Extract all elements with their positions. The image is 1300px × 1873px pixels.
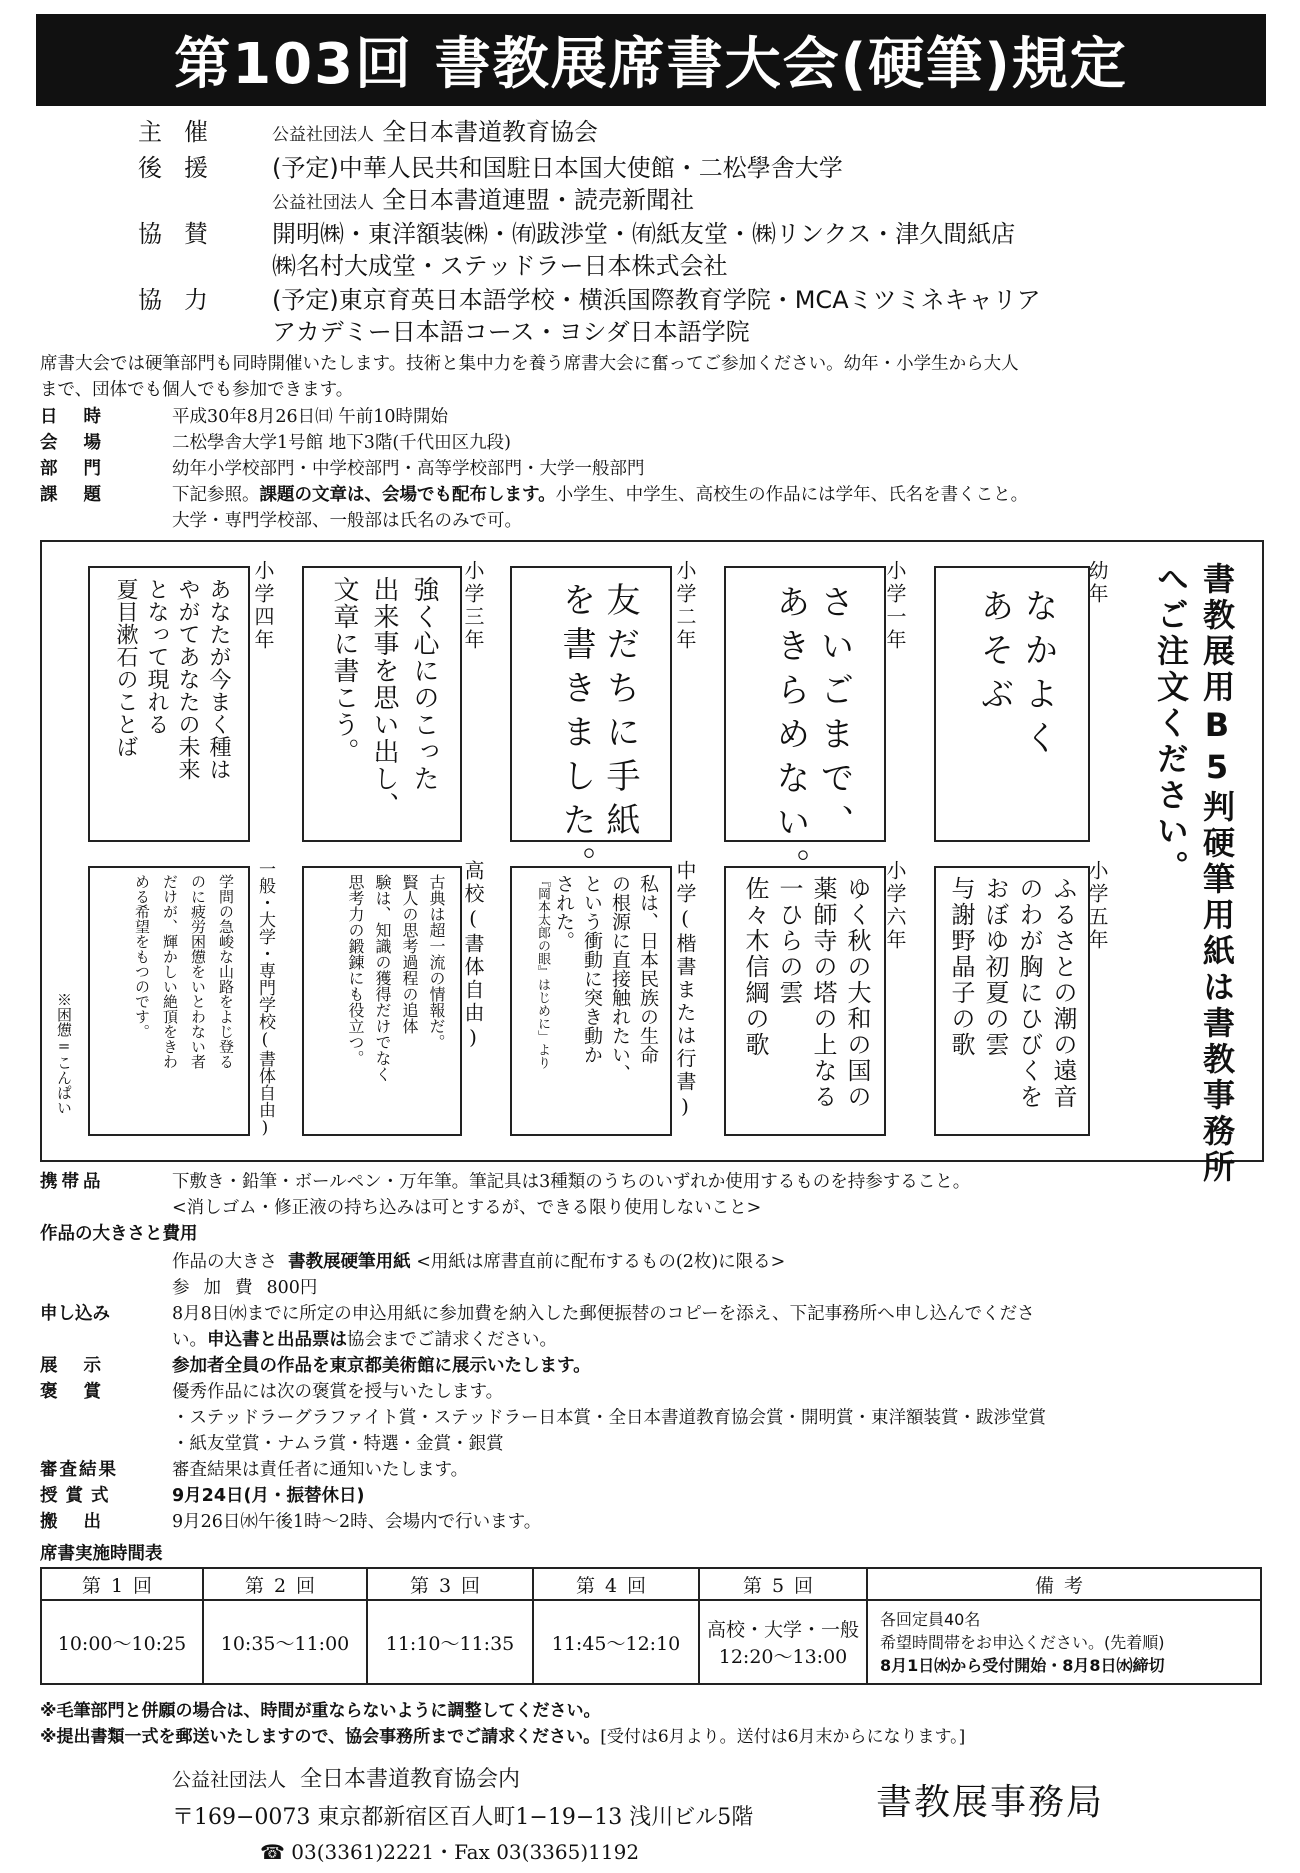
apply-text-2c: 協会までご請求ください。 <box>347 1330 557 1350</box>
footer-address: 〒169−0073 東京都新宿区百人町1−19−13 浅川ビル5階 <box>172 1805 754 1830</box>
grade-label-g4: 小学四年 <box>251 560 275 652</box>
award-list-1: ・ステッドラーグラファイト賞・ステッドラー日本賞・全日本書道教育協会賞・開明賞・東洋額装賞・跋渉堂賞 <box>172 1408 1046 1428</box>
footer-prefix: 公益社団法人 <box>172 1769 287 1791</box>
sample-frame-g4 <box>88 566 250 842</box>
task-label: 課題 <box>40 485 127 505</box>
sample-text-youth: なかよく あそぶ <box>974 588 1058 764</box>
exhibit-label: 展示 <box>40 1356 127 1376</box>
award-text: 優秀作品には次の褒賞を授与いたします。 <box>172 1382 504 1402</box>
date-label: 日時 <box>40 407 127 427</box>
venue-label: 会場 <box>40 433 127 453</box>
cooperation-text: (予定)東京育英日本語学校・横浜国際教育学院・MCAミツミネキャリア <box>272 286 1041 314</box>
size-fee-label: 作品の大きさと費用 <box>40 1224 198 1244</box>
ceremony-label: 授賞式 <box>40 1486 117 1506</box>
supporter-text: 開明㈱・東洋額装㈱・㈲跋渉堂・㈲紙友堂・㈱リンクス・津久間紙店 <box>272 220 1016 248</box>
sample-text-general: 学問の急峻な山路をよじ登る のに疲労困憊をいとわない者 だけが、輝かしい絶頂をきわ める希望をもつのです。 <box>133 874 235 1069</box>
sample-frame-general <box>88 866 250 1136</box>
schedule-time-fifth: 高校・大学・一般 12:20〜13:00 <box>699 1600 867 1684</box>
date-value: 平成30年8月26日㈰ 午前10時開始 <box>172 407 449 427</box>
sponsor-text: (予定)中華人民共和国駐日本国大使館・二松學舎大学 <box>272 154 843 182</box>
schedule-label: 席書実施時間表 <box>40 1544 163 1564</box>
footer-org: 全日本書道教育協会内 <box>300 1767 521 1792</box>
ceremony-text: 9月24日(月・振替休日) <box>172 1486 365 1506</box>
result-label: 審査結果 <box>40 1460 118 1480</box>
schedule-header: 第4回 <box>533 1568 699 1600</box>
organizer-text: 全日本書道教育協会 <box>382 118 598 146</box>
intro-line-1: 席書大会では硬筆部門も同時開催いたします。技術と集中力を養う席書大会に奮ってご参加ください。幼年・小学生から大人 <box>40 354 1019 374</box>
items-label: 携帯品 <box>40 1172 105 1192</box>
apply-text-2a: い。 <box>172 1330 207 1350</box>
sample-frame-g6 <box>724 866 886 1136</box>
schedule-remarks: 各回定員40名 希望時間帯をお申込ください。(先着順) 8月1日㈬から受付開始・8月8日㈬締切 <box>867 1600 1261 1684</box>
sample-source-jh: 『岡本太郎の眼』はじめに」より <box>535 874 550 1069</box>
note-documents: ※提出書類一式を郵送いたしますので、協会事務所までご請求ください。 <box>40 1727 601 1747</box>
sample-frame-jh <box>510 866 672 1136</box>
schedule-time: 11:10〜11:35 <box>367 1600 533 1684</box>
sample-text-hs: 古典は超一流の情報だ。 賢人の思考過程の追体 験は、知識の獲得だけでなく 思考力の鍛錬にも役立つ。 <box>346 874 446 1082</box>
grade-label-g5: 小学五年 <box>1085 860 1109 952</box>
sample-text-g2: 友だちに手紙 を書きました。 <box>556 582 640 890</box>
sample-frame-g5 <box>934 866 1090 1136</box>
items-note: <消しゴム・修正液の持ち込みは可とするが、できる限り使用しないこと> <box>172 1198 762 1218</box>
task-text-2: 大学・専門学校部、一般部は氏名のみで可。 <box>172 511 522 531</box>
cooperation-label: 協力 <box>138 286 230 314</box>
schedule-time: 10:35〜11:00 <box>203 1600 367 1684</box>
office-name: 書教展事務局 <box>876 1782 1105 1823</box>
schedule-header: 備考 <box>867 1568 1261 1600</box>
sample-text-g6: ゆく秋の大和の国の 薬師寺の塔の上なる 一ひらの雲 佐々木信綱の歌 <box>741 876 871 1110</box>
schedule-header: 第2回 <box>203 1568 367 1600</box>
size-label: 作品の大きさ <box>172 1252 277 1272</box>
page-title: 第103回 書教展席書大会(硬筆)規定 <box>36 14 1266 106</box>
size-paper: 書教展硬筆用紙 <box>288 1252 411 1272</box>
schedule-time: 10:00〜10:25 <box>41 1600 203 1684</box>
note-reception: [受付は6月より。送付は6月末からになります。] <box>600 1727 966 1747</box>
sample-frame-g2 <box>510 566 672 890</box>
grade-label-hs: 高校(書体自由) <box>461 860 485 1052</box>
sample-frame-hs <box>302 866 462 1136</box>
sponsor-prefix: 公益社団法人 <box>272 193 374 213</box>
schedule-header: 第1回 <box>41 1568 203 1600</box>
size-note: <用紙は席書直前に配布するもの(2枚)に限る> <box>416 1252 786 1272</box>
sample-frame-g1 <box>724 566 886 892</box>
carry-out-text: 9月26日㈬午後1時〜2時、会場内で行います。 <box>172 1512 542 1532</box>
venue-value: 二松學舎大学1号館 地下3階(千代田区九段) <box>172 433 511 453</box>
apply-text: 8月8日㈬までに所定の申込用紙に参加費を納入した郵便振替のコピーを添え、下記事務所へ申し込んでくださ <box>172 1304 1035 1324</box>
result-text: 審査結果は責任者に通知いたします。 <box>172 1460 469 1480</box>
award-list-2: ・紙友堂賞・ナムラ賞・特選・金賞・銀賞 <box>172 1434 504 1454</box>
grade-label-g1: 小学一年 <box>883 560 907 652</box>
grade-label-jh: 中学(楷書または行書) <box>673 860 697 1121</box>
grade-label-g2: 小学二年 <box>673 560 697 652</box>
schedule-header: 第5回 <box>699 1568 867 1600</box>
footer-phone: ☎ 03(3361)2221・Fax 03(3365)1192 <box>260 1840 640 1864</box>
organizer-label: 主催 <box>138 118 230 146</box>
fee-value: 800円 <box>266 1278 318 1298</box>
general-note: ※困憊=こんぱい <box>55 992 73 1115</box>
sample-text-g5: ふるさとの潮の遠音 のわが胸にひびくを おぼゆ初夏の雲 与謝野晶子の歌 <box>947 876 1077 1110</box>
exhibit-text: 参加者全員の作品を東京都美術館に展示いたします。 <box>172 1356 591 1376</box>
intro-line-2: まで、団体でも個人でも参加できます。 <box>40 380 354 400</box>
sample-text-jh: 私は、日本民族の生命 の根源に直接触れたい、 という衝動に突き動か された。 <box>553 874 659 1083</box>
schedule-time: 11:45〜12:10 <box>533 1600 699 1684</box>
fee-label: 参加費 <box>172 1278 267 1298</box>
award-label: 褒賞 <box>40 1382 127 1402</box>
task-text-b: 課題の文章は、会場でも配布します。 <box>259 485 556 505</box>
sample-text-g1: さいごまで、 あきらめない。 <box>770 584 854 892</box>
schedule-table <box>40 1567 1262 1685</box>
note-brush-division: ※毛筆部門と併願の場合は、時間が重ならないように調整してください。 <box>40 1701 601 1721</box>
grade-label-general: 一般・大学・専門学校(書体自由) <box>255 860 275 1138</box>
sponsor-label: 後援 <box>138 154 230 182</box>
division-label: 部門 <box>40 459 127 479</box>
grade-label-g3: 小学三年 <box>461 560 485 652</box>
division-value: 幼年小学校部門・中学校部門・高等学校部門・大学一般部門 <box>172 459 645 479</box>
task-text-c: 小学生、中学生、高校生の作品には学年、氏名を書くこと。 <box>555 485 1029 505</box>
carry-out-label: 搬出 <box>40 1512 127 1532</box>
cooperation-text-2: アカデミー日本語コース・ヨシダ日本語学院 <box>272 318 750 346</box>
supporter-text-2: ㈱名村大成堂・ステッドラー日本株式会社 <box>272 252 728 280</box>
sample-frame-g3 <box>302 566 462 842</box>
supporter-label: 協賛 <box>138 220 230 248</box>
grade-label-youth: 幼年 <box>1085 560 1109 606</box>
apply-text-2b: 申込書と出品票は <box>207 1330 347 1350</box>
grade-label-g6: 小学六年 <box>883 860 907 952</box>
organizer-prefix: 公益社団法人 <box>272 125 374 145</box>
task-text-a: 下記参照。 <box>172 485 260 505</box>
sample-frame-youth <box>934 566 1090 842</box>
sample-text-g4: あなたが今まく種は やがてあなたの未来 となって現れる 夏目漱石のことば <box>113 578 231 781</box>
items-value: 下敷き・鉛筆・ボールペン・万年筆。筆記具は3種類のうちのいずれか使用するものを持参すること。 <box>172 1172 971 1192</box>
paper-order-note: 書教展用B5判硬筆用紙は書教事務所 へご注文ください。 <box>1152 562 1236 1186</box>
schedule-header: 第3回 <box>367 1568 533 1600</box>
apply-label: 申し込み <box>40 1304 110 1324</box>
sponsor-text-2: 全日本書道連盟・読売新聞社 <box>382 186 694 214</box>
sample-text-g3: 強く心にのこった 出来事を思い出し、 文章に書こう。 <box>329 576 439 819</box>
